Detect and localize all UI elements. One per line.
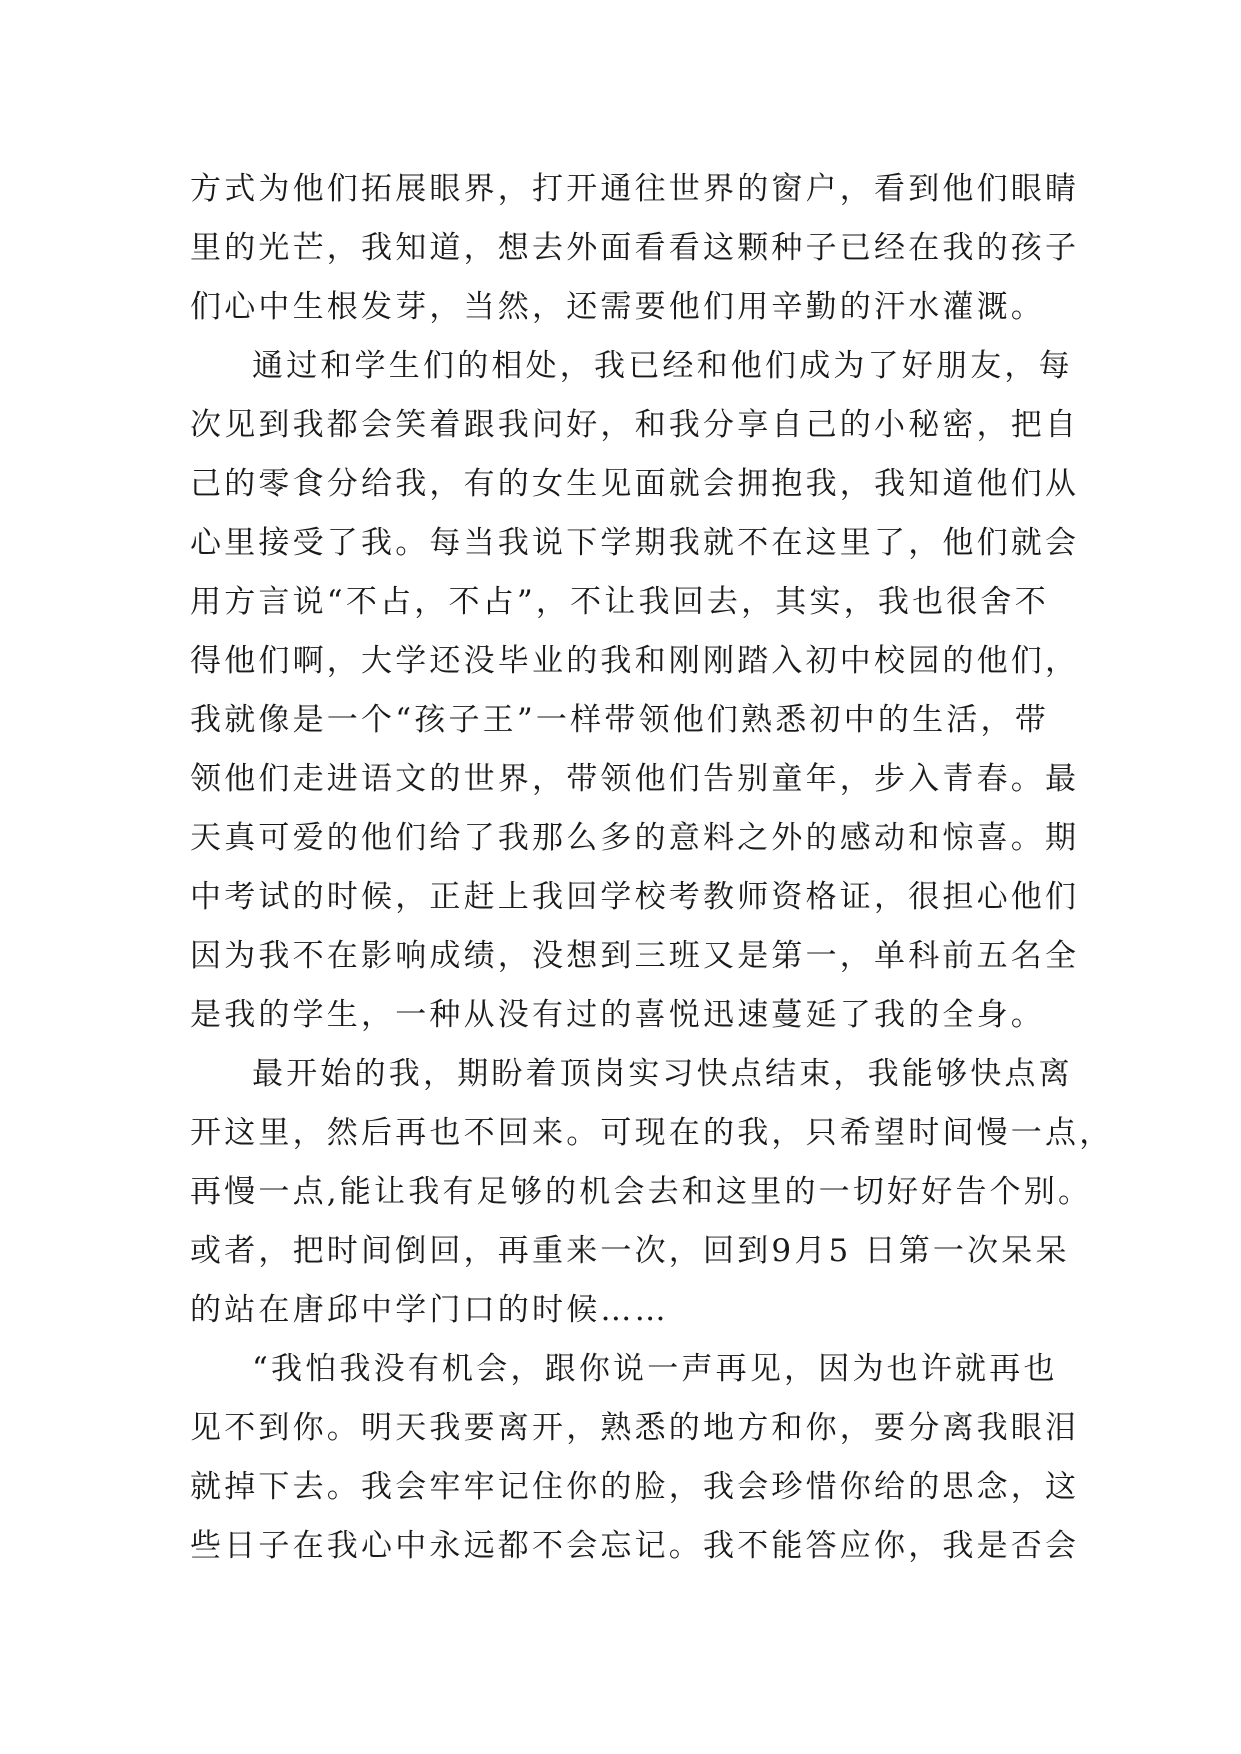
text-line: 得他们啊，大学还没毕业的我和刚刚踏入初中校园的他们， xyxy=(190,643,1080,679)
text-line: 我就像是一个“孩子王”一样带领他们熟悉初中的生活，带 xyxy=(190,702,1049,738)
text-line: 们心中生根发芽，当然，还需要他们用辛勤的汗水灌溉。 xyxy=(190,289,1045,325)
text-line: 方式为他们拓展眼界，打开通往世界的窗户，看到他们眼睛 xyxy=(190,171,1080,207)
text-line: 见不到你。明天我要离开，熟悉的地方和你，要分离我眼泪 xyxy=(190,1410,1080,1446)
text-line: 己的零食分给我，有的女生见面就会拥抱我，我知道他们从 xyxy=(190,466,1080,502)
text-line: 再慢一点,能让我有足够的机会去和这里的一切好好告个别。 xyxy=(190,1174,1093,1210)
text-line: 因为我不在影响成绩，没想到三班又是第一，单科前五名全 xyxy=(190,938,1080,974)
text-line: 中考试的时候，正赶上我回学校考教师资格证，很担心他们 xyxy=(190,879,1080,915)
text-line: 就掉下去。我会牢牢记住你的脸，我会珍惜你给的思念，这 xyxy=(190,1469,1080,1505)
text-line: 次见到我都会笑着跟我问好，和我分享自己的小秘密，把自 xyxy=(190,407,1080,443)
text-line: 些日子在我心中永远都不会忘记。我不能答应你，我是否会 xyxy=(190,1528,1080,1564)
paragraph-start-line: “我怕我没有机会，跟你说一声再见，因为也许就再也 xyxy=(252,1351,1058,1387)
text-line: 领他们走进语文的世界，带领他们告别童年，步入青春。最 xyxy=(190,761,1080,797)
text-line: 的站在唐邱中学门口的时候…… xyxy=(190,1292,669,1328)
paragraph-start-line: 通过和学生们的相处，我已经和他们成为了好朋友，每 xyxy=(252,348,1073,384)
body-text xyxy=(190,160,1114,1576)
text-line: 里的光芒，我知道，想去外面看看这颗种子已经在我的孩子 xyxy=(190,230,1080,266)
text-line: 是我的学生，一种从没有过的喜悦迅速蔓延了我的全身。 xyxy=(190,997,1045,1033)
text-line: 开这里，然后再也不回来。可现在的我，只希望时间慢一点， xyxy=(190,1115,1114,1151)
paragraph-start-line: 最开始的我，期盼着顶岗实习快点结束，我能够快点离 xyxy=(252,1056,1073,1092)
text-line: 心里接受了我。每当我说下学期我就不在这里了，他们就会 xyxy=(190,525,1080,561)
text-line: 天真可爱的他们给了我那么多的意料之外的感动和惊喜。期 xyxy=(190,820,1080,856)
text-line: 用方言说“不占，不占”，不让我回去，其实，我也很舍不 xyxy=(190,584,1049,620)
text-line: 或者，把时间倒回，再重来一次，回到9月5 日第一次呆呆 xyxy=(190,1233,1070,1269)
